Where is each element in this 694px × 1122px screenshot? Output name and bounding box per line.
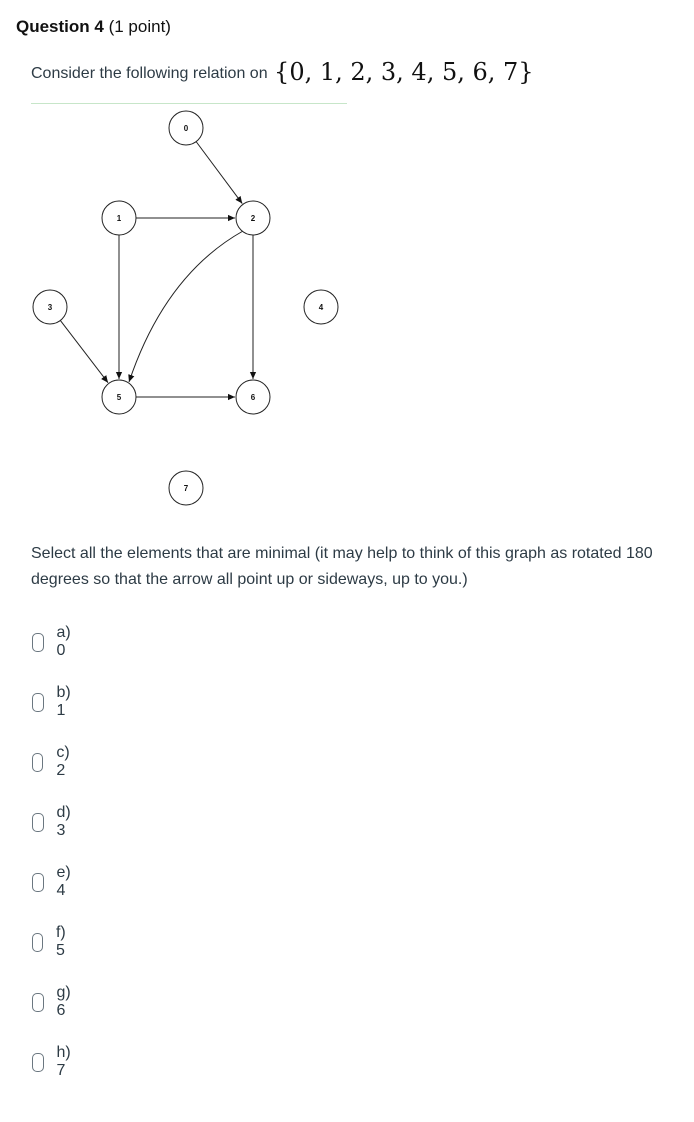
checkbox[interactable] [32, 753, 43, 772]
node-label: 6 [250, 393, 256, 402]
graph-node-5 [102, 380, 136, 414]
option-d[interactable] [32, 804, 75, 839]
checkbox[interactable] [32, 1053, 44, 1072]
option-a[interactable] [32, 624, 75, 659]
graph-node-6 [236, 380, 270, 414]
option-label: h) 7 [56, 1044, 71, 1079]
question-points: (1 point) [108, 17, 171, 36]
option-label: g) 6 [56, 984, 71, 1019]
option-f[interactable] [32, 924, 71, 959]
node-label: 1 [116, 214, 122, 223]
checkbox[interactable] [32, 933, 43, 952]
node-label: 3 [47, 303, 53, 312]
checkbox[interactable] [32, 993, 44, 1012]
node-label: 0 [183, 124, 189, 133]
node-label: 5 [116, 393, 122, 402]
set-notation: {0, 1, 2, 3, 4, 5, 6, 7} [274, 58, 534, 86]
edge-2-to-5 [129, 231, 243, 382]
option-label: b) 1 [56, 684, 71, 719]
option-c[interactable] [32, 744, 74, 779]
option-e[interactable] [32, 864, 75, 899]
option-h[interactable] [32, 1044, 75, 1079]
option-b[interactable] [32, 684, 75, 719]
option-label: a) 0 [56, 624, 71, 659]
checkbox[interactable] [32, 693, 44, 712]
node-label: 2 [250, 214, 256, 223]
edge-3-to-5 [60, 320, 108, 382]
option-g[interactable] [32, 984, 75, 1019]
node-label: 4 [318, 303, 324, 312]
checkbox[interactable] [32, 633, 44, 652]
option-label: f) 5 [55, 924, 66, 959]
graph-node-2 [236, 201, 270, 235]
intro-text: Consider the following relation on [31, 65, 268, 82]
relation-graph [0, 0, 694, 520]
graph-node-1 [102, 201, 136, 235]
checkbox[interactable] [32, 813, 44, 832]
option-label: d) 3 [56, 804, 71, 839]
checkbox[interactable] [32, 873, 44, 892]
graph-node-3 [33, 290, 67, 324]
question-prompt: Select all the elements that are minimal (it may help to think of this graph as rotated 180 degrees so that the arrow all point up or sideways, up to you.) [31, 545, 653, 588]
edge-0-to-2 [196, 142, 242, 204]
graph-node-0 [169, 111, 203, 145]
graph-node-7 [169, 471, 203, 505]
option-label: c) 2 [56, 744, 70, 779]
graph-node-4 [304, 290, 338, 324]
option-label: e) 4 [56, 864, 71, 899]
question-title: Question 4 [16, 17, 104, 36]
node-label: 7 [183, 484, 189, 493]
